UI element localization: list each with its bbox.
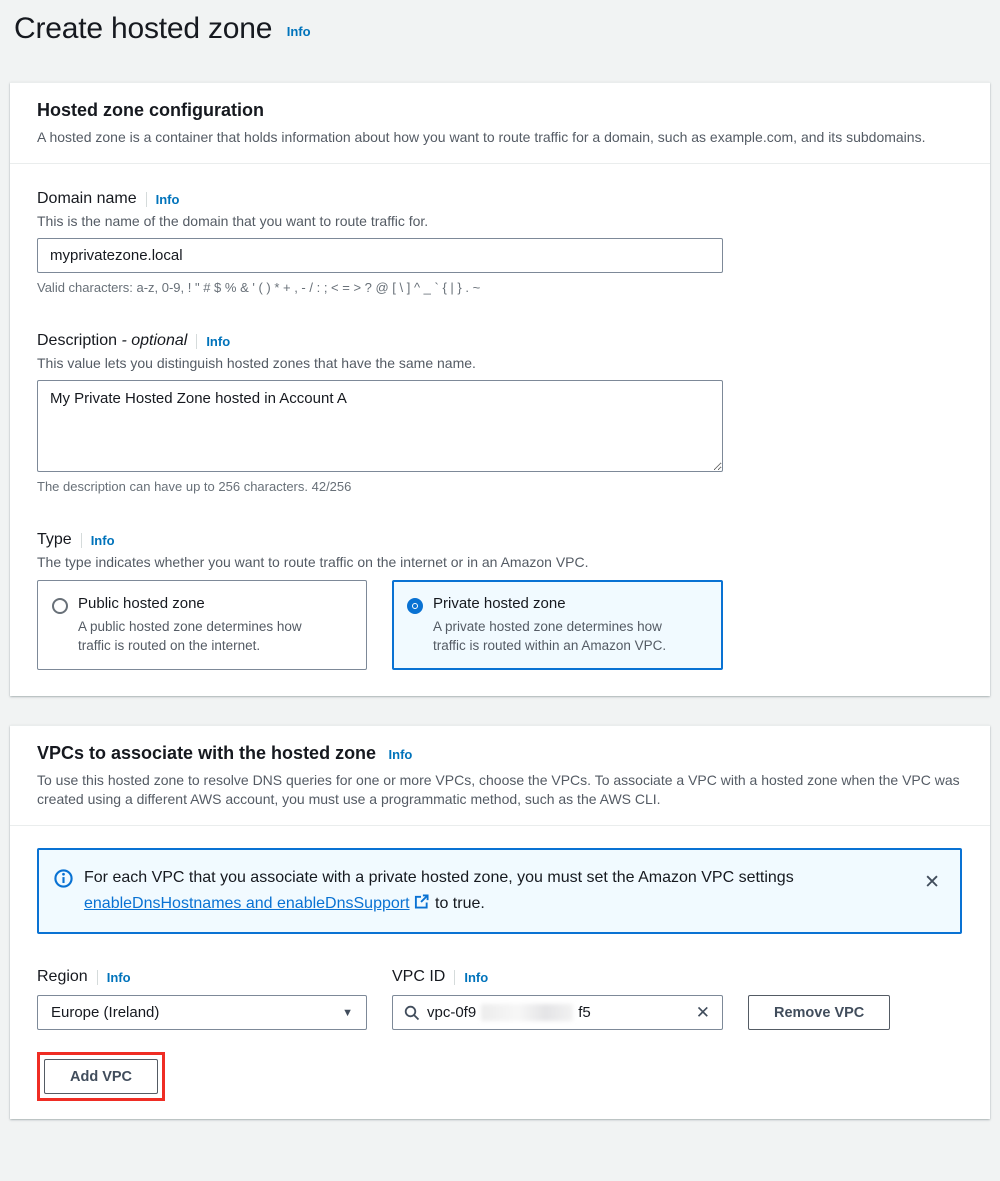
type-label: Type xyxy=(37,531,72,548)
vpc-association-description: To use this hosted zone to resolve DNS queries for one or more VPCs, choose the VPCs. To associate a VPC with a hosted zone when the VPC was created using a different AWS account, you must use a programmatic method, such as the AWS CLI. xyxy=(37,772,960,807)
description-constraint-text: The description can have up to 256 characters. 42/256 xyxy=(37,479,352,494)
label-separator xyxy=(81,533,82,548)
label-separator xyxy=(196,334,197,349)
radio-unselected-icon[interactable] xyxy=(52,598,68,614)
private-hosted-zone-title: Private hosted zone xyxy=(433,595,566,612)
private-hosted-zone-description: A private hosted zone determines how traffic is routed within an Amazon VPC. xyxy=(433,619,667,653)
vpc-id-masked-segment xyxy=(481,1004,573,1021)
region-info-link[interactable]: Info xyxy=(106,969,131,985)
remove-vpc-button[interactable]: Remove VPC xyxy=(748,995,890,1030)
vpc-association-header xyxy=(10,726,990,825)
page-header xyxy=(0,0,1000,46)
add-vpc-button[interactable]: Add VPC xyxy=(44,1059,158,1094)
alert-close-icon[interactable]: ✕ xyxy=(920,871,944,894)
public-hosted-zone-description: A public hosted zone determines how traffic is routed on the internet. xyxy=(78,619,302,653)
card-divider xyxy=(10,825,990,826)
vpc-id-value-prefix: vpc-0f9 xyxy=(427,1004,477,1021)
vpc-id-search-input[interactable] xyxy=(392,995,723,1030)
region-selected-value: Europe (Ireland) xyxy=(51,1004,160,1021)
public-hosted-zone-title: Public hosted zone xyxy=(78,595,205,612)
type-radio-group xyxy=(37,580,963,670)
vpc-id-info-link[interactable]: Info xyxy=(464,969,489,985)
domain-name-field xyxy=(37,190,963,295)
description-label xyxy=(37,332,187,350)
page-title-info-link[interactable]: Info xyxy=(286,24,311,39)
alert-text-before-link: For each VPC that you associate with a private hosted zone, you must set the Amazon VPC settings xyxy=(84,869,794,886)
label-separator xyxy=(97,970,98,985)
external-link-icon[interactable] xyxy=(414,894,429,909)
label-separator xyxy=(454,970,455,985)
private-hosted-zone-option[interactable] xyxy=(392,580,723,670)
vpc-settings-info-alert xyxy=(37,848,962,934)
domain-name-label: Domain name xyxy=(37,190,137,207)
description-textarea[interactable] xyxy=(37,380,723,472)
chevron-down-icon: ▼ xyxy=(342,1006,353,1019)
public-hosted-zone-option[interactable] xyxy=(37,580,367,670)
description-help-text: This value lets you distinguish hosted zones that have the same name. xyxy=(37,355,476,371)
description-field xyxy=(37,332,963,494)
label-separator xyxy=(146,192,147,207)
vpc-id-label: VPC ID xyxy=(392,968,446,985)
vpc-association-info-link[interactable]: Info xyxy=(388,747,413,762)
enable-dns-settings-link[interactable]: enableDnsHostnames and enableDnsSupport xyxy=(84,895,410,912)
alert-text-after-link: to true. xyxy=(435,895,485,912)
domain-name-constraint-text: Valid characters: a-z, 0-9, ! " # $ % & ' ( ) * + , - / : ; < = > ? @ [ \ ] ^ _ ` { | } . ~ xyxy=(37,280,481,295)
type-info-link[interactable]: Info xyxy=(90,532,115,548)
hosted-zone-configuration-header xyxy=(10,83,990,163)
type-field xyxy=(37,531,963,670)
vpc-id-value-suffix: f5 xyxy=(578,1004,591,1021)
domain-name-help-text: This is the name of the domain that you want to route traffic for. xyxy=(37,213,429,229)
domain-name-info-link[interactable]: Info xyxy=(155,191,180,207)
alert-message xyxy=(84,865,909,917)
add-vpc-annotation-box xyxy=(37,1052,165,1101)
domain-name-input[interactable] xyxy=(37,238,723,273)
info-circle-icon xyxy=(54,869,73,888)
radio-selected-icon[interactable] xyxy=(407,598,423,614)
region-column xyxy=(37,968,367,1030)
vpc-association-heading: VPCs to associate with the hosted zone xyxy=(37,743,377,763)
region-select[interactable] xyxy=(37,995,367,1030)
vpc-row xyxy=(37,968,990,1030)
hosted-zone-configuration-description: A hosted zone is a container that holds information about how you want to route traffic for a domain, such as example.com, and its subdomains. xyxy=(37,129,926,145)
search-icon xyxy=(404,1005,420,1021)
page-title: Create hosted zone xyxy=(14,12,273,45)
vpc-association-card xyxy=(10,725,990,1119)
vpc-id-column xyxy=(392,968,723,1030)
description-label-text: Description xyxy=(37,332,118,349)
description-optional-text: - optional xyxy=(121,332,188,349)
region-label: Region xyxy=(37,968,88,985)
clear-search-icon[interactable]: ✕ xyxy=(695,1002,710,1022)
hosted-zone-configuration-heading: Hosted zone configuration xyxy=(37,100,264,120)
hosted-zone-configuration-card xyxy=(10,82,990,696)
description-info-link[interactable]: Info xyxy=(206,333,231,349)
type-help-text: The type indicates whether you want to route traffic on the internet or in an Amazon VPC. xyxy=(37,554,589,570)
